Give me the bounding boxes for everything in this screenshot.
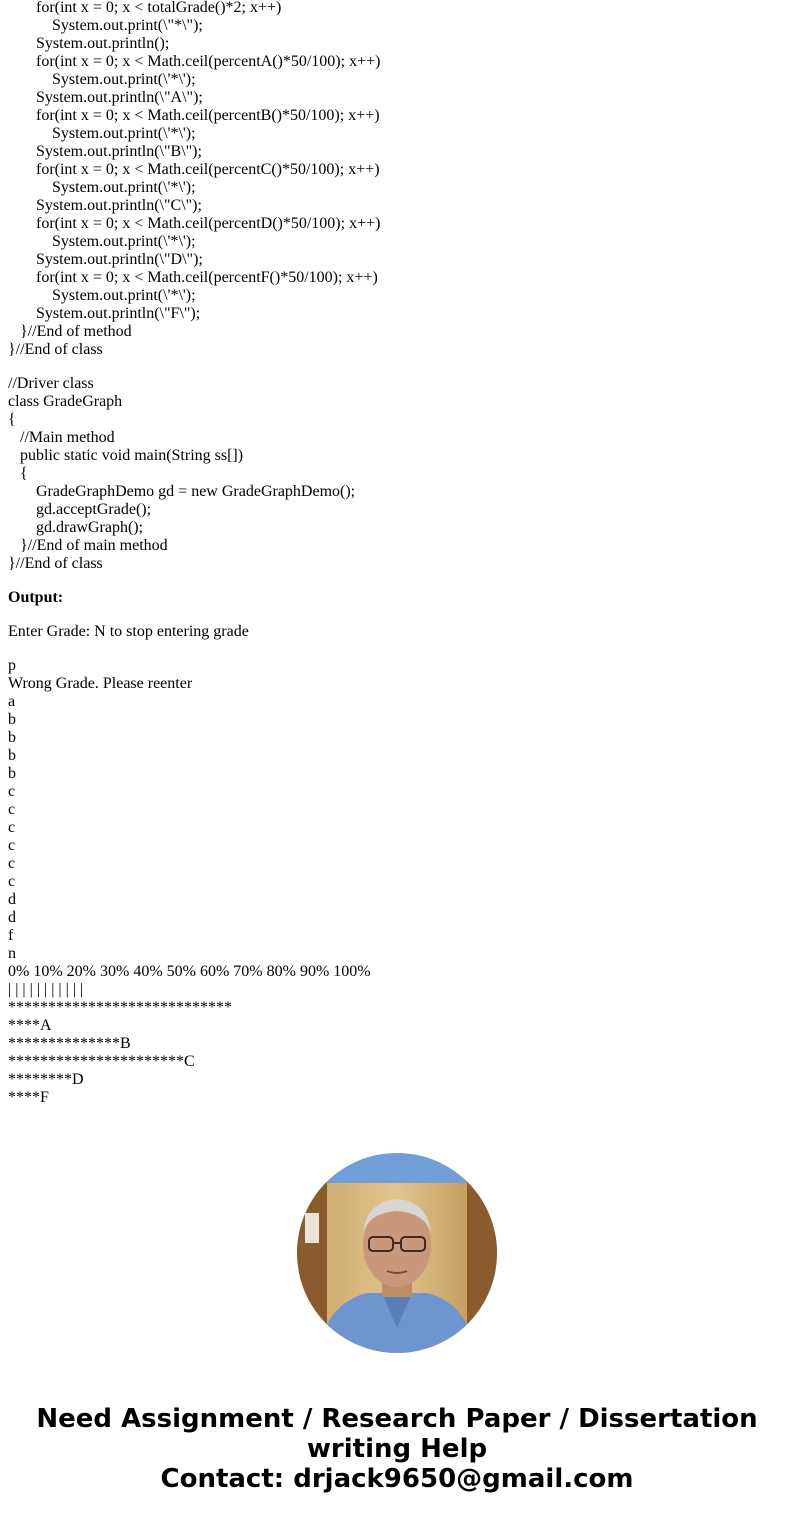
code-line: }//End of method [8, 323, 132, 340]
output-line: b [8, 729, 16, 746]
output-line: b [8, 765, 16, 782]
code-line: for(int x = 0; x < Math.ceil(percentD()*50/100); x++) [8, 215, 381, 232]
code-line: System.out.println(\"B\"); [8, 143, 202, 160]
code-block-driver [8, 375, 788, 573]
output-line: b [8, 747, 16, 764]
output-line: p [8, 657, 16, 674]
code-line: for(int x = 0; x < Math.ceil(percentA()*50/100); x++) [8, 53, 381, 70]
author-photo [297, 1153, 497, 1353]
output-line: b [8, 711, 16, 728]
code-line: { [8, 465, 28, 482]
output-line: c [8, 801, 16, 818]
output-line: c [8, 819, 16, 836]
code-line: { [8, 411, 16, 428]
code-line: public static void main(String ss[]) [8, 447, 244, 464]
code-line: }//End of class [8, 341, 103, 358]
output-line: c [8, 837, 16, 854]
output-line: ****F [8, 1089, 49, 1106]
code-line: }//End of main method [8, 537, 168, 554]
output-line: ****A [8, 1017, 52, 1034]
code-line: System.out.print(\'*\'); [8, 125, 196, 142]
program-output [8, 657, 788, 1107]
code-line: System.out.println(\"A\"); [8, 89, 203, 106]
prompt-line: Enter Grade: N to stop entering grade [8, 623, 249, 640]
output-line: **********************C [8, 1053, 195, 1070]
document-body [8, 0, 788, 1107]
output-line: a [8, 693, 16, 710]
output-line: ********D [8, 1071, 84, 1088]
code-line: System.out.println(\"C\"); [8, 197, 202, 214]
code-line: System.out.print(\'*\'); [8, 179, 196, 196]
output-line: d [8, 909, 16, 926]
code-line: //Main method [8, 429, 115, 446]
code-line: //Driver class [8, 375, 94, 392]
code-line: System.out.println(); [8, 35, 170, 52]
code-line: gd.acceptGrade(); [8, 501, 152, 518]
output-line: c [8, 873, 16, 890]
author-portrait-image [297, 1153, 497, 1353]
code-line: for(int x = 0; x < Math.ceil(percentC()*50/100); x++) [8, 161, 380, 178]
code-line: gd.drawGraph(); [8, 519, 144, 536]
spacer [8, 573, 788, 589]
code-line: for(int x = 0; x < Math.ceil(percentF()*50/100); x++) [8, 269, 378, 286]
output-line: 0% 10% 20% 30% 40% 50% 60% 70% 80% 90% 100% [8, 963, 371, 980]
output-line: f [8, 927, 14, 944]
code-line: GradeGraphDemo gd = new GradeGraphDemo(); [8, 483, 356, 500]
output-line: Wrong Grade. Please reenter [8, 675, 193, 692]
output-line: c [8, 783, 16, 800]
output-line: **************************** [8, 999, 232, 1016]
output-line: **************B [8, 1035, 131, 1052]
promo-line-1: Need Assignment / Research Paper / Dissertation writing Help [36, 1404, 758, 1464]
promo-banner [20, 1404, 774, 1494]
spacer [8, 641, 788, 657]
promo-line-2: Contact: drjack9650@gmail.com [160, 1464, 634, 1494]
output-line: n [8, 945, 16, 962]
code-line: System.out.print(\'*\'); [8, 71, 196, 88]
output-heading: Output: [8, 589, 64, 606]
code-line: for(int x = 0; x < Math.ceil(percentB()*50/100); x++) [8, 107, 380, 124]
spacer [8, 607, 788, 623]
code-line: for(int x = 0; x < totalGrade()*2; x++) [8, 0, 282, 16]
code-line: System.out.print(\'*\'); [8, 287, 196, 304]
code-block-method [8, 0, 788, 359]
code-line: class GradeGraph [8, 393, 123, 410]
output-line: | | | | | | | | | | | [8, 981, 84, 998]
output-line: c [8, 855, 16, 872]
code-line: System.out.print(\'*\'); [8, 233, 196, 250]
code-line: }//End of class [8, 555, 103, 572]
spacer [8, 359, 788, 375]
output-line: d [8, 891, 16, 908]
code-line: System.out.println(\"D\"); [8, 251, 203, 268]
code-line: System.out.println(\"F\"); [8, 305, 201, 322]
code-line: System.out.print(\"*\"); [8, 17, 203, 34]
